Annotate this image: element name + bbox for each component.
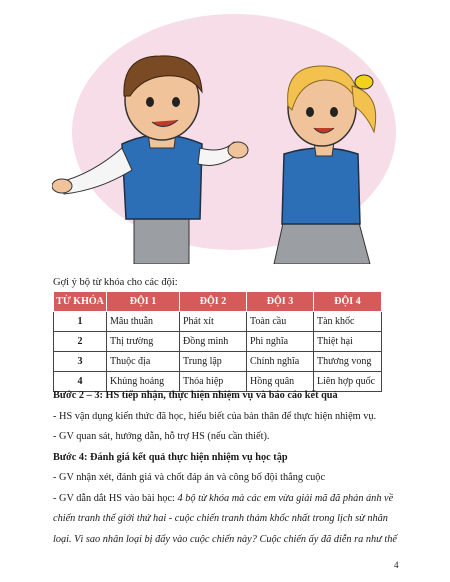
step-2-3-line: - HS vận dụng kiến thức đã học, hiểu biết của bản thân để thực hiện nhiệm vụ. bbox=[53, 410, 377, 422]
table-cell: 3 bbox=[54, 352, 107, 372]
table-cell: Khủng hoảng bbox=[107, 372, 180, 392]
step-4-heading: Bước 4: Đánh giá kết quả thực hiện nhiệm vụ học tập bbox=[53, 451, 288, 463]
step-4-italic-text: 4 bộ từ khóa mà các em vừa giải mã đã phản ánh về chiến tranh thế giới thứ hai - cuộc chiến tranh thảm khốc nhất trong lịch sử nhân loại. Vì sao nhân loại bị đẩy vào cuộc chiến này? Cuộc chiến ấy đã diễn ra như thế bbox=[53, 492, 397, 545]
table-cell: Thuộc địa bbox=[107, 352, 180, 372]
step-4-line: - GV nhận xét, đánh giá và chốt đáp án và công bố đội thắng cuộc bbox=[53, 472, 326, 483]
lesson-steps bbox=[53, 386, 399, 550]
page-number: 4 bbox=[394, 560, 399, 570]
table-cell: Phi nghĩa bbox=[247, 332, 314, 352]
table-row bbox=[54, 332, 382, 352]
table-cell: Thương vong bbox=[314, 352, 382, 372]
column-header: ĐỘI 2 bbox=[180, 292, 247, 312]
table-cell: Trung lập bbox=[180, 352, 247, 372]
table-cell: Toàn cầu bbox=[247, 312, 314, 332]
step-2-3-line: - GV quan sát, hướng dẫn, hỗ trợ HS (nếu cần thiết). bbox=[53, 431, 270, 442]
step-4-line-prefix: - GV dẫn dắt HS vào bài học: bbox=[53, 492, 178, 504]
table-cell: Thị trường bbox=[107, 332, 180, 352]
step-4-intro-paragraph bbox=[53, 489, 399, 551]
table-cell: Thỏa hiệp bbox=[180, 372, 247, 392]
column-header: ĐỘI 3 bbox=[247, 292, 314, 312]
table-cell: 4 bbox=[54, 372, 107, 392]
keyword-intro-text: Gợi ý bộ từ khóa cho các đội: bbox=[53, 277, 178, 288]
table-row bbox=[54, 352, 382, 372]
step-2-3-heading: Bước 2 – 3: HS tiếp nhận, thực hiện nhiệm vụ và báo cáo kết quả bbox=[53, 390, 338, 401]
illustration-two-students bbox=[52, 14, 397, 264]
table-cell: Mâu thuẫn bbox=[107, 312, 180, 332]
table-cell: Đồng minh bbox=[180, 332, 247, 352]
table-cell: Chính nghĩa bbox=[247, 352, 314, 372]
table-cell: Phát xít bbox=[180, 312, 247, 332]
table-cell: Tàn khốc bbox=[314, 312, 382, 332]
keyword-table bbox=[53, 291, 382, 392]
table-cell: Thiệt hại bbox=[314, 332, 382, 352]
column-header: ĐỘI 4 bbox=[314, 292, 382, 312]
table-cell: 1 bbox=[54, 312, 107, 332]
column-header: TỪ KHÓA bbox=[54, 292, 107, 312]
table-cell: Hồng quân bbox=[247, 372, 314, 392]
table-row bbox=[54, 312, 382, 332]
column-header: ĐỘI 1 bbox=[107, 292, 180, 312]
table-cell: 2 bbox=[54, 332, 107, 352]
table-header-row bbox=[54, 292, 382, 312]
table-cell: Liên hợp quốc bbox=[314, 372, 382, 392]
